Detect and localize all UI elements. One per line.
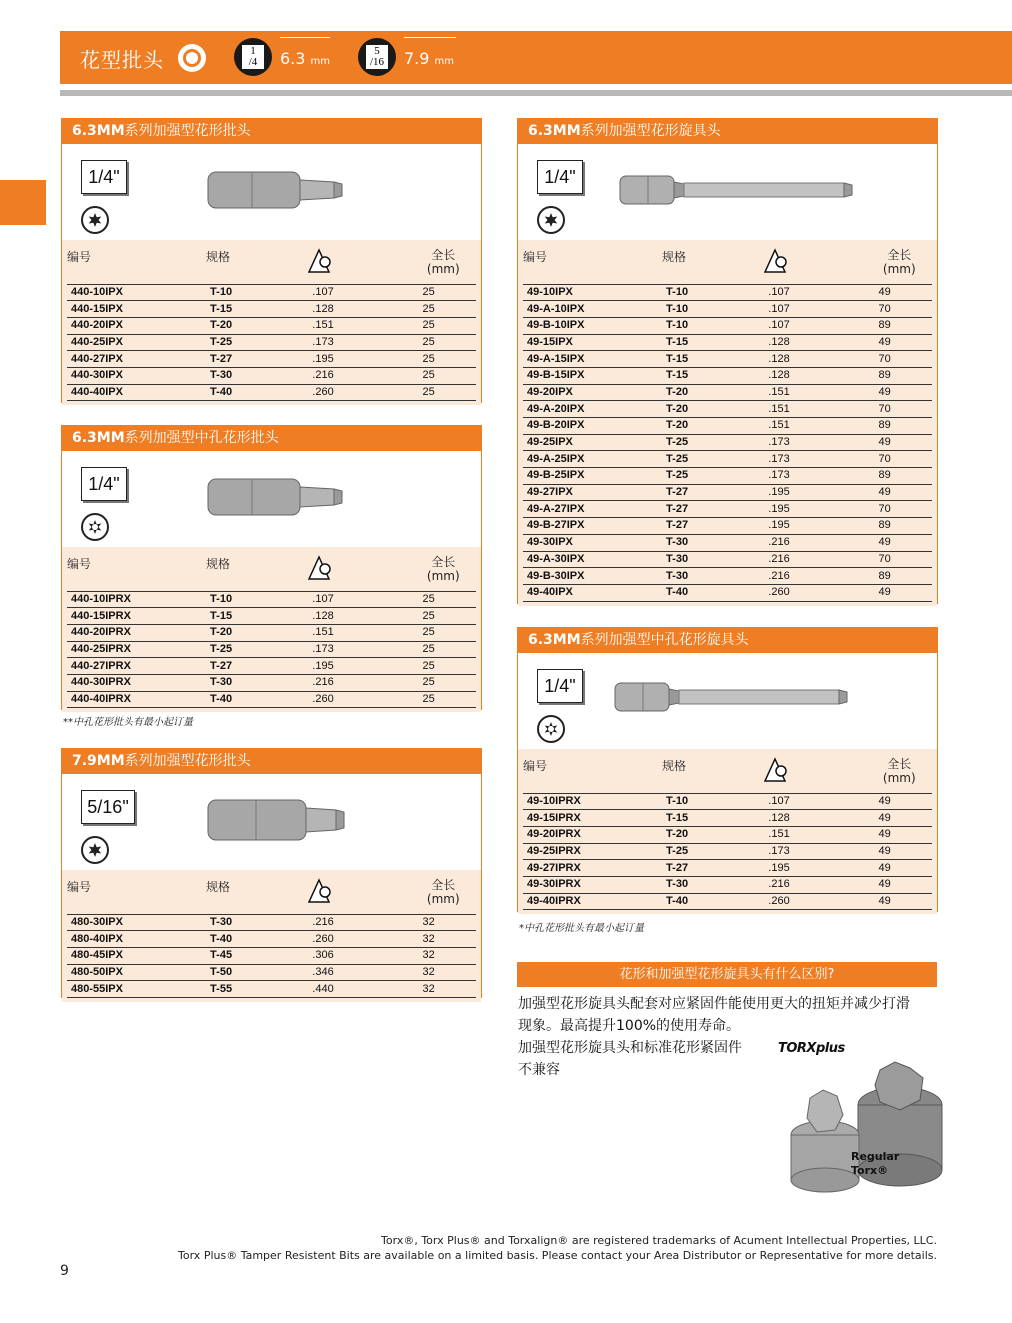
size-cell: .128: [764, 810, 866, 827]
spec-cell: T-15: [206, 301, 308, 318]
size-cell: .216: [764, 568, 866, 585]
table-row: [67, 658, 476, 675]
size-cell: .260: [764, 584, 866, 601]
length-cell: 49: [867, 810, 932, 827]
table-row: [523, 451, 932, 468]
torx-size-icon: [764, 757, 788, 783]
torx-drive-icon: [81, 836, 109, 864]
table-row: [67, 624, 476, 641]
spec-table: 编号 规格 全长 (mm) 49-10IPRX T-10 .107 49 49-15IPRX T-15 .128 49 49-20IPRX T-20 .151 49 49-25IPRX T-25 .173 49 49-27IPRX T-27 .195 49 49-30IPRX T-30 .216 49 49-40IPRX T-40 .260 49: [523, 749, 932, 910]
part-number-cell: 440-27IPX: [67, 351, 206, 368]
length-cell: 89: [867, 518, 932, 535]
size-cell: .151: [764, 384, 866, 401]
torx-bit-image: [204, 796, 364, 844]
torx-drive-icon: [537, 206, 565, 234]
table-row: [523, 367, 932, 384]
spec-cell: T-15: [206, 608, 308, 625]
part-number-cell: 49-20IPRX: [523, 826, 662, 843]
size-cell: .216: [764, 876, 866, 893]
difference-text: 加强型花形旋具头配套对应紧固件能使用更大的扭矩并减少打滑 现象。最高提升100%的使用寿命。 加强型花形旋具头和标准花形紧固件 不兼容: [518, 996, 910, 1078]
part-number-cell: 480-45IPX: [67, 947, 206, 964]
part-number-cell: 49-A-27IPX: [523, 501, 662, 518]
box-title: 7.9MM系列加强型花形批头: [62, 749, 481, 774]
length-cell: 49: [867, 384, 932, 401]
table-row: [523, 843, 932, 860]
part-number-cell: 49-A-20IPX: [523, 401, 662, 418]
spec-cell: T-20: [662, 418, 764, 435]
min-order-note: **中孔花形批头有最小起订量: [63, 717, 193, 728]
part-number-cell: 440-20IPRX: [67, 624, 206, 641]
part-number-cell: 440-15IPRX: [67, 608, 206, 625]
part-number-cell: 440-27IPRX: [67, 658, 206, 675]
min-order-note: *中孔花形批头有最小起订量: [519, 923, 644, 934]
table-row: [67, 301, 476, 318]
part-number-cell: 49-A-10IPX: [523, 301, 662, 318]
regular-torx-label: Regular Torx®: [851, 1150, 900, 1177]
part-number-cell: 49-B-25IPX: [523, 468, 662, 485]
size-cell: .346: [308, 964, 410, 981]
size-cell: .151: [308, 317, 410, 334]
size-cell: .216: [308, 674, 410, 691]
part-number-cell: 49-27IPRX: [523, 860, 662, 877]
part-number-cell: 49-A-30IPX: [523, 551, 662, 568]
size-tag: 5/16": [81, 790, 135, 824]
torx-plus-logo: TORXplus: [778, 1041, 845, 1056]
part-number-cell: 480-30IPX: [67, 914, 206, 931]
table-row: [523, 418, 932, 435]
length-cell: 49: [867, 893, 932, 910]
spec-cell: T-25: [206, 641, 308, 658]
size-tag: 1/4": [81, 160, 127, 194]
size-cell: .440: [308, 981, 410, 998]
trademark-footer: Torx®, Torx Plus® and Torxalign® are registered trademarks of Acument Intellectual Properties, LLC. Torx Plus® Tamper Resistent Bits are available on a limited basis. Please contact your Area Distributor or Representative for more details.: [178, 1234, 937, 1262]
part-number-cell: 49-B-20IPX: [523, 418, 662, 435]
spec-cell: T-25: [662, 434, 764, 451]
table-row: [523, 351, 932, 368]
part-number-cell: 49-10IPRX: [523, 793, 662, 810]
length-cell: 49: [867, 484, 932, 501]
size-cell: .128: [308, 301, 410, 318]
length-cell: 25: [411, 624, 476, 641]
spec-cell: T-27: [662, 860, 764, 877]
box-title: 6.3MM系列加强型花形旋具头: [518, 119, 937, 144]
table-row: [67, 284, 476, 301]
part-number-cell: 480-50IPX: [67, 964, 206, 981]
quarter-inch-badge: 1 /4: [234, 38, 272, 76]
size-cell: .306: [308, 947, 410, 964]
length-cell: 89: [867, 568, 932, 585]
table-row: [523, 860, 932, 877]
length-cell: 32: [411, 914, 476, 931]
table-row: [523, 876, 932, 893]
length-cell: 25: [411, 367, 476, 384]
table-row: [67, 931, 476, 948]
torx-drive-icon: [81, 206, 109, 234]
length-cell: 49: [867, 860, 932, 877]
table-row: [67, 317, 476, 334]
table-row: [67, 947, 476, 964]
length-cell: 49: [867, 434, 932, 451]
torx-size-icon: [764, 248, 788, 274]
spec-cell: T-30: [206, 367, 308, 384]
size-cell: .260: [308, 384, 410, 401]
length-cell: 25: [411, 351, 476, 368]
length-cell: 32: [411, 931, 476, 948]
tamper-torx-bit-image: [204, 473, 364, 521]
table-row: [67, 384, 476, 401]
difference-title: 花形和加强型花形旋具头有什么区别?: [517, 962, 937, 987]
size-cell: .173: [764, 434, 866, 451]
part-number-cell: 49-27IPX: [523, 484, 662, 501]
part-number-cell: 49-A-15IPX: [523, 351, 662, 368]
length-cell: 70: [867, 501, 932, 518]
box-63mm-torx-power-bits: [517, 118, 938, 604]
spec-cell: T-20: [206, 624, 308, 641]
table-row: [523, 384, 932, 401]
box-79mm-torx-bits: [61, 748, 482, 998]
length-cell: 25: [411, 301, 476, 318]
table-row: [523, 468, 932, 485]
five-sixteenth-badge: 5 /16: [358, 38, 396, 76]
spec-cell: T-15: [662, 334, 764, 351]
size-cell: .128: [764, 351, 866, 368]
table-row: [523, 518, 932, 535]
spec-cell: T-10: [206, 591, 308, 608]
part-number-cell: 440-20IPX: [67, 317, 206, 334]
box-title: 6.3MM系列加强型中孔花形批头: [62, 426, 481, 451]
spec-cell: T-50: [206, 964, 308, 981]
part-number-cell: 49-B-27IPX: [523, 518, 662, 535]
table-row: [523, 793, 932, 810]
size-cell: .195: [308, 658, 410, 675]
table-row: [67, 334, 476, 351]
table-row: [523, 551, 932, 568]
torx-power-bit-image: [618, 172, 858, 208]
table-row: [67, 591, 476, 608]
spec-cell: T-27: [662, 501, 764, 518]
part-number-cell: 49-40IPX: [523, 584, 662, 601]
length-cell: 32: [411, 947, 476, 964]
table-row: [523, 284, 932, 301]
size-cell: .260: [308, 691, 410, 708]
length-cell: 89: [867, 317, 932, 334]
length-cell: 49: [867, 334, 932, 351]
tamper-torx-drive-icon: [537, 715, 565, 743]
spec-cell: T-27: [662, 518, 764, 535]
box-63mm-torx-bits: [61, 118, 482, 403]
spec-table: 编号 规格 全长 (mm) 480-30IPX T-30 .216 32 480-40IPX T-40 .260 32 480-45IPX T-45 .306 32 480-50IPX T-50 .346 32 480-55IPX T-55 .440 32: [67, 870, 476, 998]
length-cell: 25: [411, 641, 476, 658]
box-63mm-tamper-torx-power-bits: [517, 627, 938, 912]
spec-cell: T-10: [206, 284, 308, 301]
length-cell: 49: [867, 876, 932, 893]
part-number-cell: 49-30IPRX: [523, 876, 662, 893]
box-63mm-tamper-torx-bits: [61, 425, 482, 710]
spec-cell: T-55: [206, 981, 308, 998]
spec-cell: T-25: [662, 468, 764, 485]
part-number-cell: 49-15IPRX: [523, 810, 662, 827]
spec-cell: T-15: [662, 351, 764, 368]
length-cell: 49: [867, 284, 932, 301]
table-row: [523, 568, 932, 585]
size-cell: .173: [764, 451, 866, 468]
length-cell: 25: [411, 691, 476, 708]
table-row: [67, 914, 476, 931]
torx-size-icon: [308, 248, 332, 274]
spec-cell: T-10: [662, 284, 764, 301]
spec-cell: T-27: [206, 658, 308, 675]
side-tab: [0, 180, 46, 225]
length-cell: 70: [867, 551, 932, 568]
part-number-cell: 49-30IPX: [523, 534, 662, 551]
tamper-torx-drive-icon: [81, 513, 109, 541]
spec-cell: T-20: [662, 384, 764, 401]
spec-cell: T-10: [662, 301, 764, 318]
spec-cell: T-15: [662, 810, 764, 827]
table-row: [67, 608, 476, 625]
section-title: 花型批头: [80, 48, 164, 72]
part-number-cell: 49-40IPRX: [523, 893, 662, 910]
part-number-cell: 440-10IPRX: [67, 591, 206, 608]
size-cell: .107: [764, 284, 866, 301]
size-cell: .216: [308, 914, 410, 931]
spec-cell: T-40: [206, 384, 308, 401]
length-cell: 70: [867, 401, 932, 418]
table-row: [523, 810, 932, 827]
part-number-cell: 49-20IPX: [523, 384, 662, 401]
size-cell: .151: [764, 826, 866, 843]
size-cell: .107: [308, 284, 410, 301]
size-cell: .151: [764, 418, 866, 435]
length-cell: 89: [867, 468, 932, 485]
size-cell: .216: [764, 534, 866, 551]
part-number-cell: 440-10IPX: [67, 284, 206, 301]
part-number-cell: 440-30IPRX: [67, 674, 206, 691]
spec-table: 编号 规格 全长 (mm) 440-10IPX T-10 .107 25 440-15IPX T-15 .128 25 440-20IPX T-20 .151 25 440-25IPX T-25 .173 25 440-27IPX T-27 .195 25 440-30IPX T-30 .216 25 440-40IPX T-40 .260 25: [67, 240, 476, 401]
part-number-cell: 480-55IPX: [67, 981, 206, 998]
table-row: [67, 641, 476, 658]
size-cell: .128: [764, 367, 866, 384]
length-cell: 70: [867, 451, 932, 468]
length-cell: 49: [867, 584, 932, 601]
part-number-cell: 49-B-30IPX: [523, 568, 662, 585]
torx-size-icon: [308, 555, 332, 581]
spec-cell: T-27: [662, 484, 764, 501]
size-cell: .216: [764, 551, 866, 568]
spec-cell: T-15: [662, 367, 764, 384]
table-row: [523, 334, 932, 351]
length-cell: 25: [411, 674, 476, 691]
size-cell: .195: [764, 501, 866, 518]
size-cell: .260: [764, 893, 866, 910]
length-cell: 25: [411, 608, 476, 625]
spec-cell: T-10: [662, 317, 764, 334]
length-cell: 25: [411, 591, 476, 608]
table-row: [67, 964, 476, 981]
table-row: [523, 401, 932, 418]
length-cell: 70: [867, 301, 932, 318]
tamper-torx-power-bit-image: [613, 679, 853, 715]
size-cell: .260: [308, 931, 410, 948]
size-cell: .107: [764, 317, 866, 334]
size-cell: .107: [308, 591, 410, 608]
size-cell: .173: [308, 641, 410, 658]
length-cell: 32: [411, 981, 476, 998]
size-cell: .195: [764, 860, 866, 877]
table-row: [523, 501, 932, 518]
header-divider: [60, 90, 1012, 96]
length-cell: 49: [867, 793, 932, 810]
part-number-cell: 440-15IPX: [67, 301, 206, 318]
spec-cell: T-30: [206, 674, 308, 691]
part-number-cell: 480-40IPX: [67, 931, 206, 948]
size-cell: .128: [308, 608, 410, 625]
part-number-cell: 440-30IPX: [67, 367, 206, 384]
torx-drive-icon: [178, 44, 206, 72]
length-cell: 89: [867, 367, 932, 384]
part-number-cell: 49-10IPX: [523, 284, 662, 301]
part-number-cell: 49-25IPX: [523, 434, 662, 451]
spec-table: 编号 规格 全长 (mm) 440-10IPRX T-10 .107 25 440-15IPRX T-15 .128 25 440-20IPRX T-20 .151 25 440-25IPRX T-25 .173 25 440-27IPRX T-27 .195 25 440-30IPRX T-30 .216 25 440-40IPRX T-40 .260 25: [67, 547, 476, 708]
part-number-cell: 440-25IPRX: [67, 641, 206, 658]
length-cell: 89: [867, 418, 932, 435]
length-cell: 25: [411, 317, 476, 334]
table-row: [523, 301, 932, 318]
size-cell: .107: [764, 793, 866, 810]
spec-cell: T-20: [206, 317, 308, 334]
length-cell: 70: [867, 351, 932, 368]
spec-cell: T-40: [662, 584, 764, 601]
spec-cell: T-40: [662, 893, 764, 910]
part-number-cell: 49-15IPX: [523, 334, 662, 351]
box-title: 6.3MM系列加强型中孔花形旋具头: [518, 628, 937, 653]
part-number-cell: 49-B-10IPX: [523, 317, 662, 334]
table-row: [67, 691, 476, 708]
table-row: [523, 484, 932, 501]
spec-cell: T-40: [206, 931, 308, 948]
torx-size-icon: [308, 878, 332, 904]
size-tag: 1/4": [81, 467, 127, 501]
table-row: [523, 317, 932, 334]
part-number-cell: 440-40IPX: [67, 384, 206, 401]
size-cell: .107: [764, 301, 866, 318]
size-tag: 1/4": [537, 669, 583, 703]
spec-cell: T-20: [662, 826, 764, 843]
length-cell: 49: [867, 843, 932, 860]
torx-bit-image: [204, 166, 364, 214]
box-title: 6.3MM系列加强型花形批头: [62, 119, 481, 144]
length-cell: 49: [867, 534, 932, 551]
spec-table: 编号 规格 全长 (mm) 49-10IPX T-10 .107 49 49-A-10IPX T-10 .107 70 49-B-10IPX T-10 .107 89 49-15IPX T-15 .128 49 49-A-15IPX T-15 .128 70 49-B-15IPX T-15 .128 89 49-20IPX T-20 .151 49 49-A-20IPX T-20 .151 70 49-B-20IPX T-20 .151 89 49-25IPX T-25 .173 49 49-A-25IPX T-25 .173 70 49-B-25IPX T-25 .173 89 49-27IPX T-27 .195 49 49-A-27IPX T-27 .195 70 49-B-27IPX T-27 .195 89 49-30IPX T-30 .216 49 49-A-30IPX T-30 .216 70 49-B-30IPX T-30 .216 89 49-40IPX T-40 .260 49: [523, 240, 932, 602]
length-cell: 25: [411, 658, 476, 675]
spec-cell: T-30: [662, 876, 764, 893]
dim-6-3mm: 6.3 mm: [280, 37, 330, 73]
size-cell: .128: [764, 334, 866, 351]
table-row: [523, 584, 932, 601]
size-tag: 1/4": [537, 160, 583, 194]
spec-cell: T-30: [662, 551, 764, 568]
spec-cell: T-30: [206, 914, 308, 931]
length-cell: 25: [411, 384, 476, 401]
spec-cell: T-45: [206, 947, 308, 964]
table-row: [523, 434, 932, 451]
table-row: [67, 367, 476, 384]
table-row: [67, 981, 476, 998]
table-row: [67, 351, 476, 368]
spec-cell: T-10: [662, 793, 764, 810]
table-row: [523, 893, 932, 910]
spec-cell: T-25: [662, 451, 764, 468]
size-cell: .195: [764, 484, 866, 501]
part-number-cell: 49-B-15IPX: [523, 367, 662, 384]
size-cell: .195: [764, 518, 866, 535]
size-cell: .216: [308, 367, 410, 384]
length-cell: 32: [411, 964, 476, 981]
size-cell: .173: [764, 468, 866, 485]
spec-cell: T-20: [662, 401, 764, 418]
dim-7-9mm: 7.9 mm: [404, 37, 456, 73]
table-row: [523, 826, 932, 843]
size-cell: .173: [764, 843, 866, 860]
length-cell: 49: [867, 826, 932, 843]
size-cell: .173: [308, 334, 410, 351]
spec-cell: T-25: [662, 843, 764, 860]
size-cell: .195: [308, 351, 410, 368]
page-number: 9: [60, 1263, 69, 1279]
spec-cell: T-27: [206, 351, 308, 368]
size-cell: .151: [764, 401, 866, 418]
length-cell: 25: [411, 284, 476, 301]
spec-cell: T-30: [662, 534, 764, 551]
section-header: [60, 31, 1012, 84]
length-cell: 25: [411, 334, 476, 351]
spec-cell: T-25: [206, 334, 308, 351]
part-number-cell: 440-25IPX: [67, 334, 206, 351]
part-number-cell: 440-40IPRX: [67, 691, 206, 708]
spec-cell: T-30: [662, 568, 764, 585]
spec-cell: T-40: [206, 691, 308, 708]
table-row: [523, 534, 932, 551]
part-number-cell: 49-25IPRX: [523, 843, 662, 860]
part-number-cell: 49-A-25IPX: [523, 451, 662, 468]
size-cell: .151: [308, 624, 410, 641]
table-row: [67, 674, 476, 691]
